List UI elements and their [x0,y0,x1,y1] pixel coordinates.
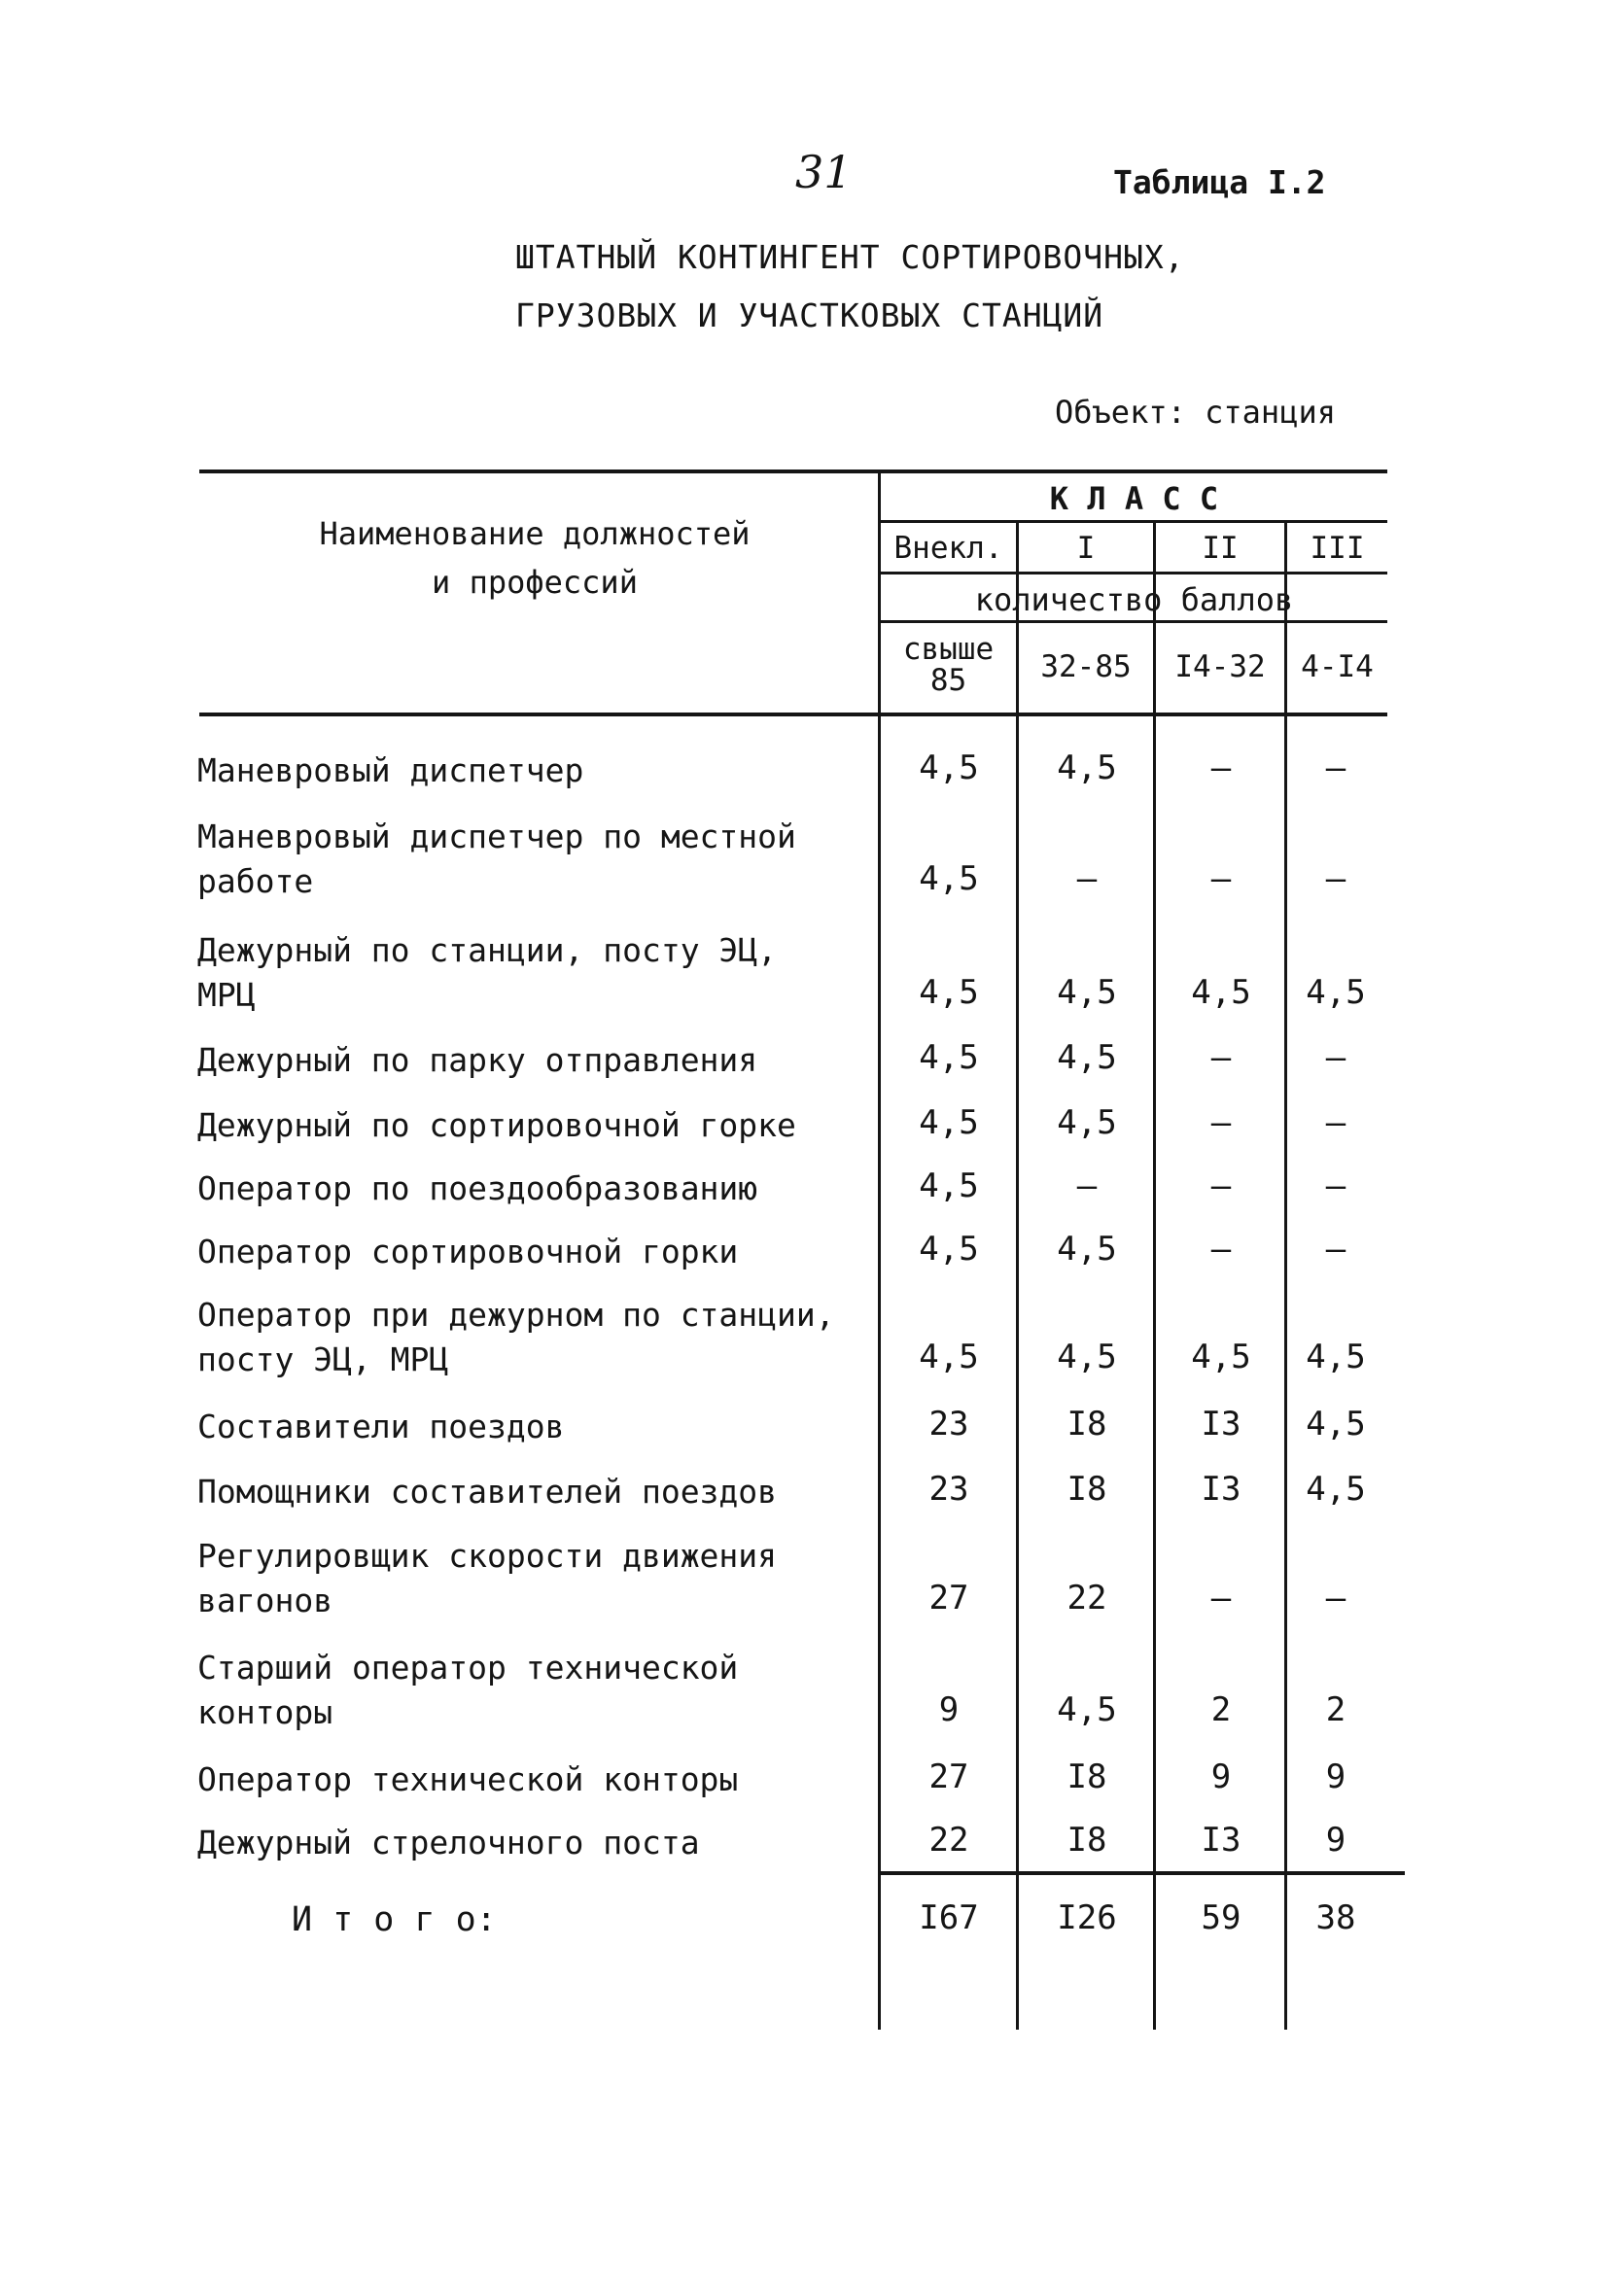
cell-value: – [1076,1166,1098,1205]
points-col-4: 4-I4 [1301,649,1374,684]
class-header-3: III [1310,531,1365,566]
cell-value: 4,5 [919,1038,979,1077]
cell-value: – [1210,1038,1232,1077]
row-name-line: Маневровый диспетчер [197,751,584,789]
cell-value: 2 [1210,1690,1232,1729]
row-name-line: Маневровый диспетчер по местной [197,818,796,855]
row-name [197,1103,796,1148]
column-divider-3 [1153,520,1156,2030]
row-name [197,1166,757,1211]
name-column-header-line1: Наименование должностей [319,515,751,552]
row-name-line: работе [197,862,314,900]
cell-value: 27 [928,1579,969,1618]
points-header: количество баллов [974,581,1294,618]
row-name-line: конторы [197,1693,333,1731]
total-label: И т о г о: [292,1900,497,1939]
row-name-line: Старший оператор технической [197,1649,739,1687]
points-col-3: I4-32 [1174,649,1266,684]
cell-value: 23 [928,1470,969,1509]
points-col-1: свыше 85 [902,632,995,698]
row-name [197,1534,777,1623]
row-name-line: Оператор сортировочной горки [197,1233,739,1270]
header-bottom-rule [199,713,1387,716]
row-name [197,748,583,793]
cell-value: 4,5 [1057,973,1117,1012]
cell-value: 4,5 [1306,1470,1366,1509]
cell-value: 4,5 [919,1230,979,1269]
row-name [197,928,777,1018]
cell-value: I8 [1066,1757,1107,1796]
cell-value: 2 [1325,1690,1346,1729]
top-rule [199,470,1387,473]
points-under-rule [878,620,1387,623]
cell-value: 9 [1325,1821,1346,1860]
cell-value: 4,5 [1306,1405,1366,1444]
total-value: 59 [1201,1898,1241,1937]
row-name [197,1405,565,1449]
cell-value: I8 [1066,1470,1107,1509]
cell-value: – [1210,1579,1232,1618]
row-name-line: Дежурный по сортировочной горке [197,1106,796,1144]
cell-value: I3 [1201,1821,1241,1860]
class-under-rule [878,520,1387,523]
cell-value: – [1325,1103,1346,1142]
row-name-line: Дежурный по парку отправления [197,1041,758,1079]
cell-value: 4,5 [919,973,979,1012]
row-name-line: вагонов [197,1582,333,1619]
row-name-line: Оператор по поездообразованию [197,1169,758,1207]
cell-value: I3 [1201,1405,1241,1444]
cell-value: 4,5 [1057,1230,1117,1269]
cell-value: 4,5 [919,859,979,898]
class-header-2: II [1202,531,1239,566]
cell-value: I3 [1201,1470,1241,1509]
classes-under-rule [878,572,1387,574]
cell-value: – [1325,1038,1346,1077]
row-name [197,1293,835,1382]
row-name-line: Дежурный стрелочного поста [197,1824,700,1861]
cell-value: 4,5 [1057,1103,1117,1142]
row-name [197,1757,738,1802]
row-name [197,1646,738,1735]
row-name-line: Дежурный по станции, посту ЭЦ, [197,931,778,969]
column-divider-4 [1284,520,1287,2030]
cell-value: – [1076,859,1098,898]
row-name [197,815,796,904]
cell-value: – [1210,1166,1232,1205]
page-number: 31 [795,146,853,198]
cell-value: 4,5 [1057,748,1117,787]
cell-value: 4,5 [1306,1338,1366,1376]
row-name [197,1821,700,1865]
cell-value: – [1210,1230,1232,1269]
row-name-line: МРЦ [197,976,256,1014]
cell-value: 4,5 [919,1338,979,1376]
total-value: I26 [1057,1898,1117,1937]
class-header-extra: Внекл. [893,531,1003,566]
cell-value: 23 [928,1405,969,1444]
row-name-line: Составители поездов [197,1408,565,1445]
total-value: I67 [919,1898,979,1937]
row-name-line: Оператор при дежурном по станции, [197,1296,835,1334]
table-title-line2: ГРУЗОВЫХ И УЧАСТКОВЫХ СТАНЦИЙ [515,296,1104,334]
table-title-line1: ШТАТНЫЙ КОНТИНГЕНТ СОРТИРОВОЧНЫХ, [515,238,1185,276]
total-value: 38 [1315,1898,1356,1937]
cell-value: – [1210,1103,1232,1142]
class-header-1: I [1076,531,1096,566]
cell-value: 4,5 [1057,1338,1117,1376]
cell-value: – [1325,1579,1346,1618]
row-name-line: Регулировщик скорости движения [197,1537,778,1575]
name-column-header-line2: и профессий [432,564,638,601]
class-header: К Л А С С [1049,480,1219,517]
points-col-2: 32-85 [1040,649,1132,684]
cell-value: I8 [1066,1821,1107,1860]
cell-value: – [1325,748,1346,787]
cell-value: 4,5 [1057,1038,1117,1077]
row-name-line: посту ЭЦ, МРЦ [197,1340,449,1378]
row-name [197,1230,738,1274]
total-rule [878,1871,1405,1875]
cell-value: 9 [1210,1757,1232,1796]
cell-value: 4,5 [919,748,979,787]
cell-value: 9 [1325,1757,1346,1796]
cell-value: – [1210,748,1232,787]
cell-value: 27 [928,1757,969,1796]
table-label: Таблица I.2 [1113,163,1326,201]
object-label: Объект: станция [1055,394,1336,431]
cell-value: 4,5 [1191,1338,1251,1376]
cell-value: – [1325,1230,1346,1269]
column-divider-2 [1016,520,1019,2030]
cell-value: 22 [1066,1579,1107,1618]
row-name-line: Оператор технической конторы [197,1760,739,1798]
cell-value: 4,5 [919,1103,979,1142]
cell-value: I8 [1066,1405,1107,1444]
cell-value: 4,5 [919,1166,979,1205]
cell-value: – [1325,859,1346,898]
cell-value: 22 [928,1821,969,1860]
cell-value: 9 [938,1690,960,1729]
cell-value: 4,5 [1306,973,1366,1012]
cell-value: – [1210,859,1232,898]
cell-value: – [1325,1166,1346,1205]
row-name [197,1038,757,1083]
cell-value: 4,5 [1191,973,1251,1012]
row-name-line: Помощники составителей поездов [197,1473,778,1511]
cell-value: 4,5 [1057,1690,1117,1729]
row-name [197,1470,777,1514]
